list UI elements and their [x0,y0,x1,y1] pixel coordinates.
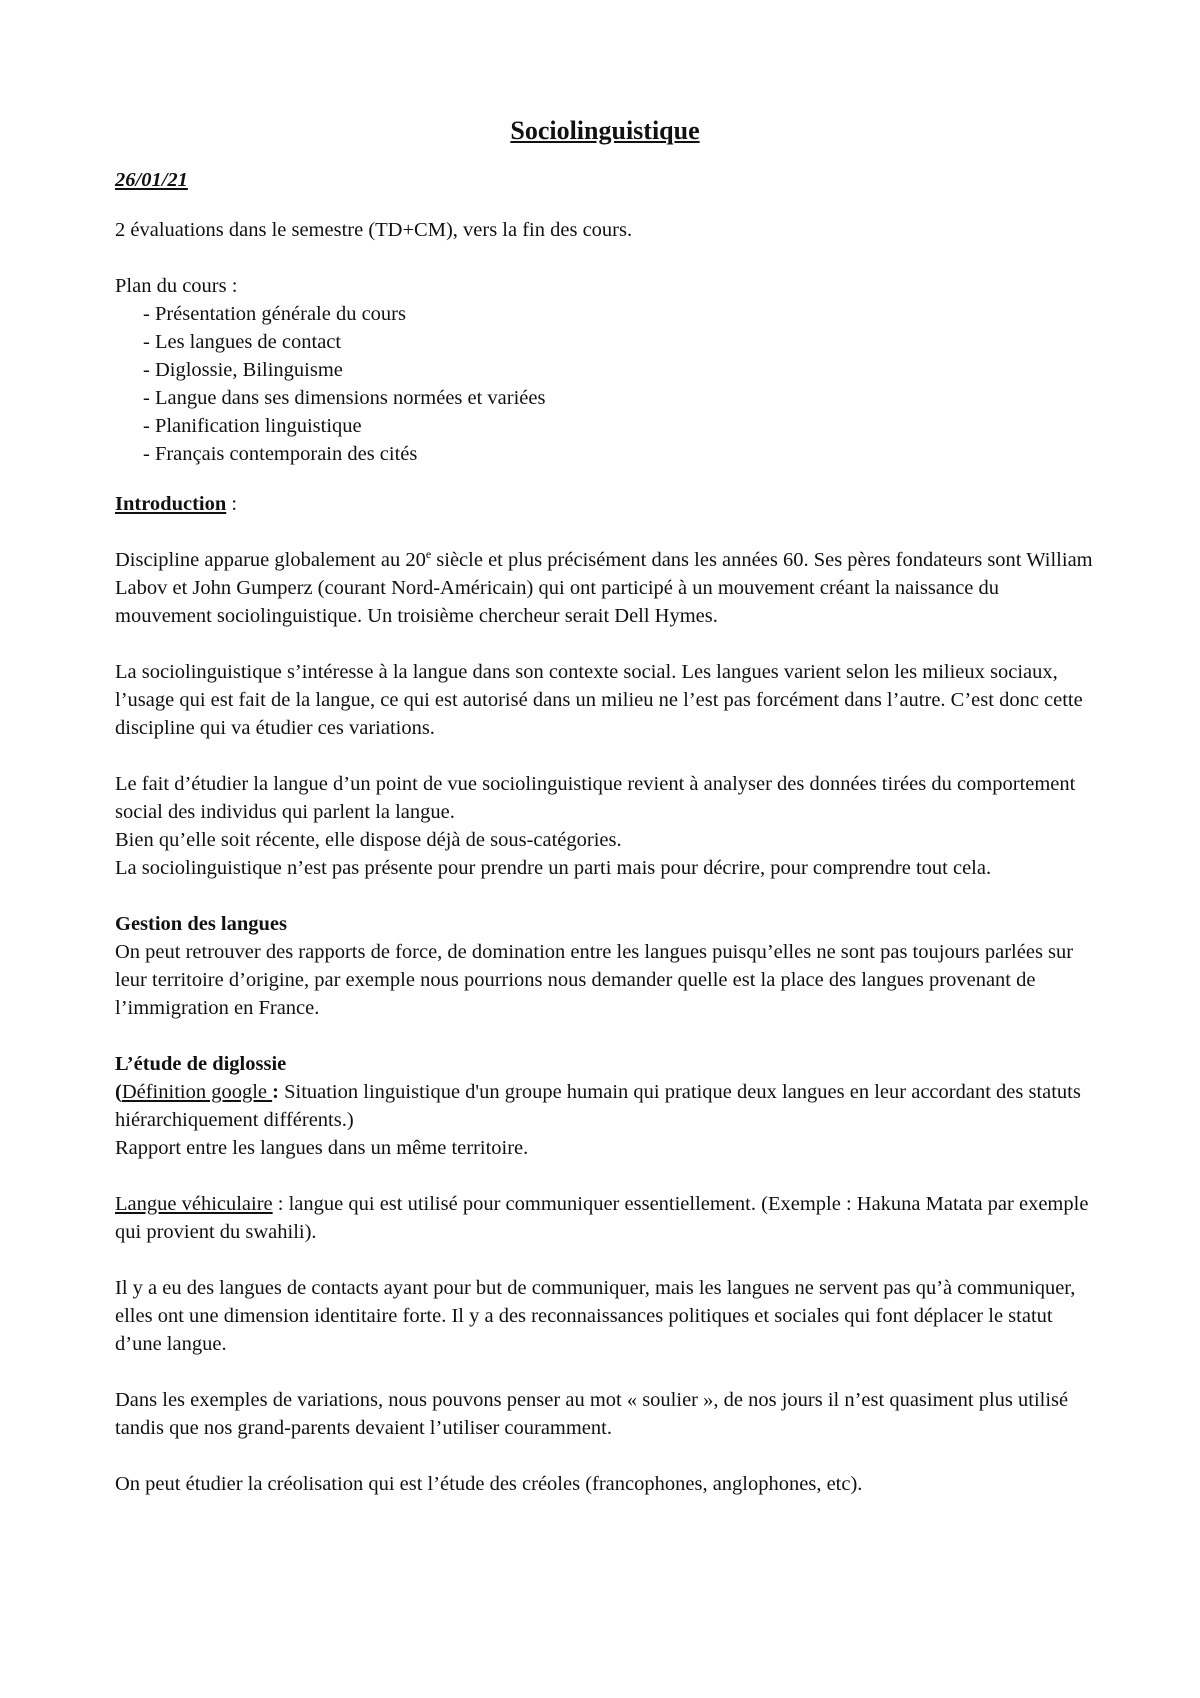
intro-p3-line-2: Bien qu’elle soit récente, elle dispose déjà de sous-catégories. [115,829,622,851]
intro-p3-line-1: Le fait d’étudier la langue d’un point de vue sociolinguistique revient à analyser des données tirées du comportement social des individus qui parlent la langue. [115,773,1076,823]
creole-paragraph: On peut étudier la créolisation qui est l’étude des créoles (francophones, anglophones, etc). [115,1473,863,1495]
plan-item: - Les langues de contact [143,331,342,353]
plan-list [115,300,1095,468]
definition-body: Situation linguistique d'un groupe humain qui pratique deux langues en leur accordant des statuts hiérarchiquement différents.) [115,1081,1081,1131]
introduction-heading-text: Introduction [115,493,227,515]
definition-open-paren: ( [115,1081,122,1103]
plan-item: - Planification linguistique [143,415,362,437]
evaluations-text: 2 évaluations dans le semestre (TD+CM), vers la fin des cours. [115,219,633,241]
definition-text [115,1078,1095,1134]
plan-item: - Français contemporain des cités [143,443,418,465]
vehiculaire-paragraph [115,1190,1095,1246]
definition-colon: : [272,1081,279,1103]
intro-paragraph-1 [115,546,1095,630]
lecture-date: 26/01/21 [115,169,188,191]
century-superscript: e [425,547,432,562]
intro-paragraph-3 [115,770,1095,882]
intro-p3-line-3: La sociolinguistique n’est pas présente pour prendre un parti mais pour décrire, pour comprendre tout cela. [115,857,992,879]
intro-p1-start: Discipline apparue globalement au 20 [115,549,426,571]
contacts-paragraph: Il y a eu des langues de contacts ayant pour but de communiquer, mais les langues ne servent pas qu’à communiquer, elles ont une dimension identitaire forte. Il y a des reconnaissances politiques et sociales qui font déplacer le statut d’une langue. [115,1277,1076,1355]
rapport-text: Rapport entre les langues dans un même territoire. [115,1137,529,1159]
page-title: Sociolinguistique [510,116,700,145]
gestion-text: On peut retrouver des rapports de force, de domination entre les langues puisqu’elles ne sont pas toujours parlées sur leur territoire d’origine, par exemple nous pourrions nous demander quelle est la place des langues provenant de l’immigration en France. [115,941,1074,1019]
plan-item: - Diglossie, Bilinguisme [143,359,343,381]
gestion-heading: Gestion des langues [115,913,287,935]
plan-heading: Plan du cours : [115,275,238,297]
intro-paragraph-2: La sociolinguistique s’intéresse à la langue dans son contexte social. Les langues varient selon les milieux sociaux, l’usage qui est fait de la langue, ce qui est autorisé dans un milieu ne l’est pas forcément dans l’autre. C’est donc cette discipline qui va étudier ces variations. [115,661,1083,739]
vehiculaire-label: Langue véhiculaire [115,1193,273,1215]
plan-item: - Présentation générale du cours [143,303,406,325]
diglossie-heading: L’étude de diglossie [115,1053,287,1075]
vehiculaire-text: : langue qui est utilisé pour communiquer essentiellement. (Exemple : Hakuna Matata par exemple qui provient du swahili). [115,1193,1089,1243]
definition-label: Définition google [121,1081,273,1103]
document-page [115,110,1095,1526]
intro-p1-end: siècle et plus précisément dans les années 60. Ses pères fondateurs sont William Labov et John Gumperz (courant Nord-Américain) qui ont participé à un mouvement créant la naissance du mouvement sociolinguistique. Un troisième chercheur serait Dell Hymes. [115,549,1093,627]
soulier-paragraph: Dans les exemples de variations, nous pouvons penser au mot « soulier », de nos jours il n’est quasiment plus utilisé tandis que nos grand-parents devaient l’utiliser couramment. [115,1389,1069,1439]
introduction-colon: : [226,493,238,515]
plan-item: - Langue dans ses dimensions normées et variées [143,387,546,409]
introduction-heading [115,490,1095,518]
